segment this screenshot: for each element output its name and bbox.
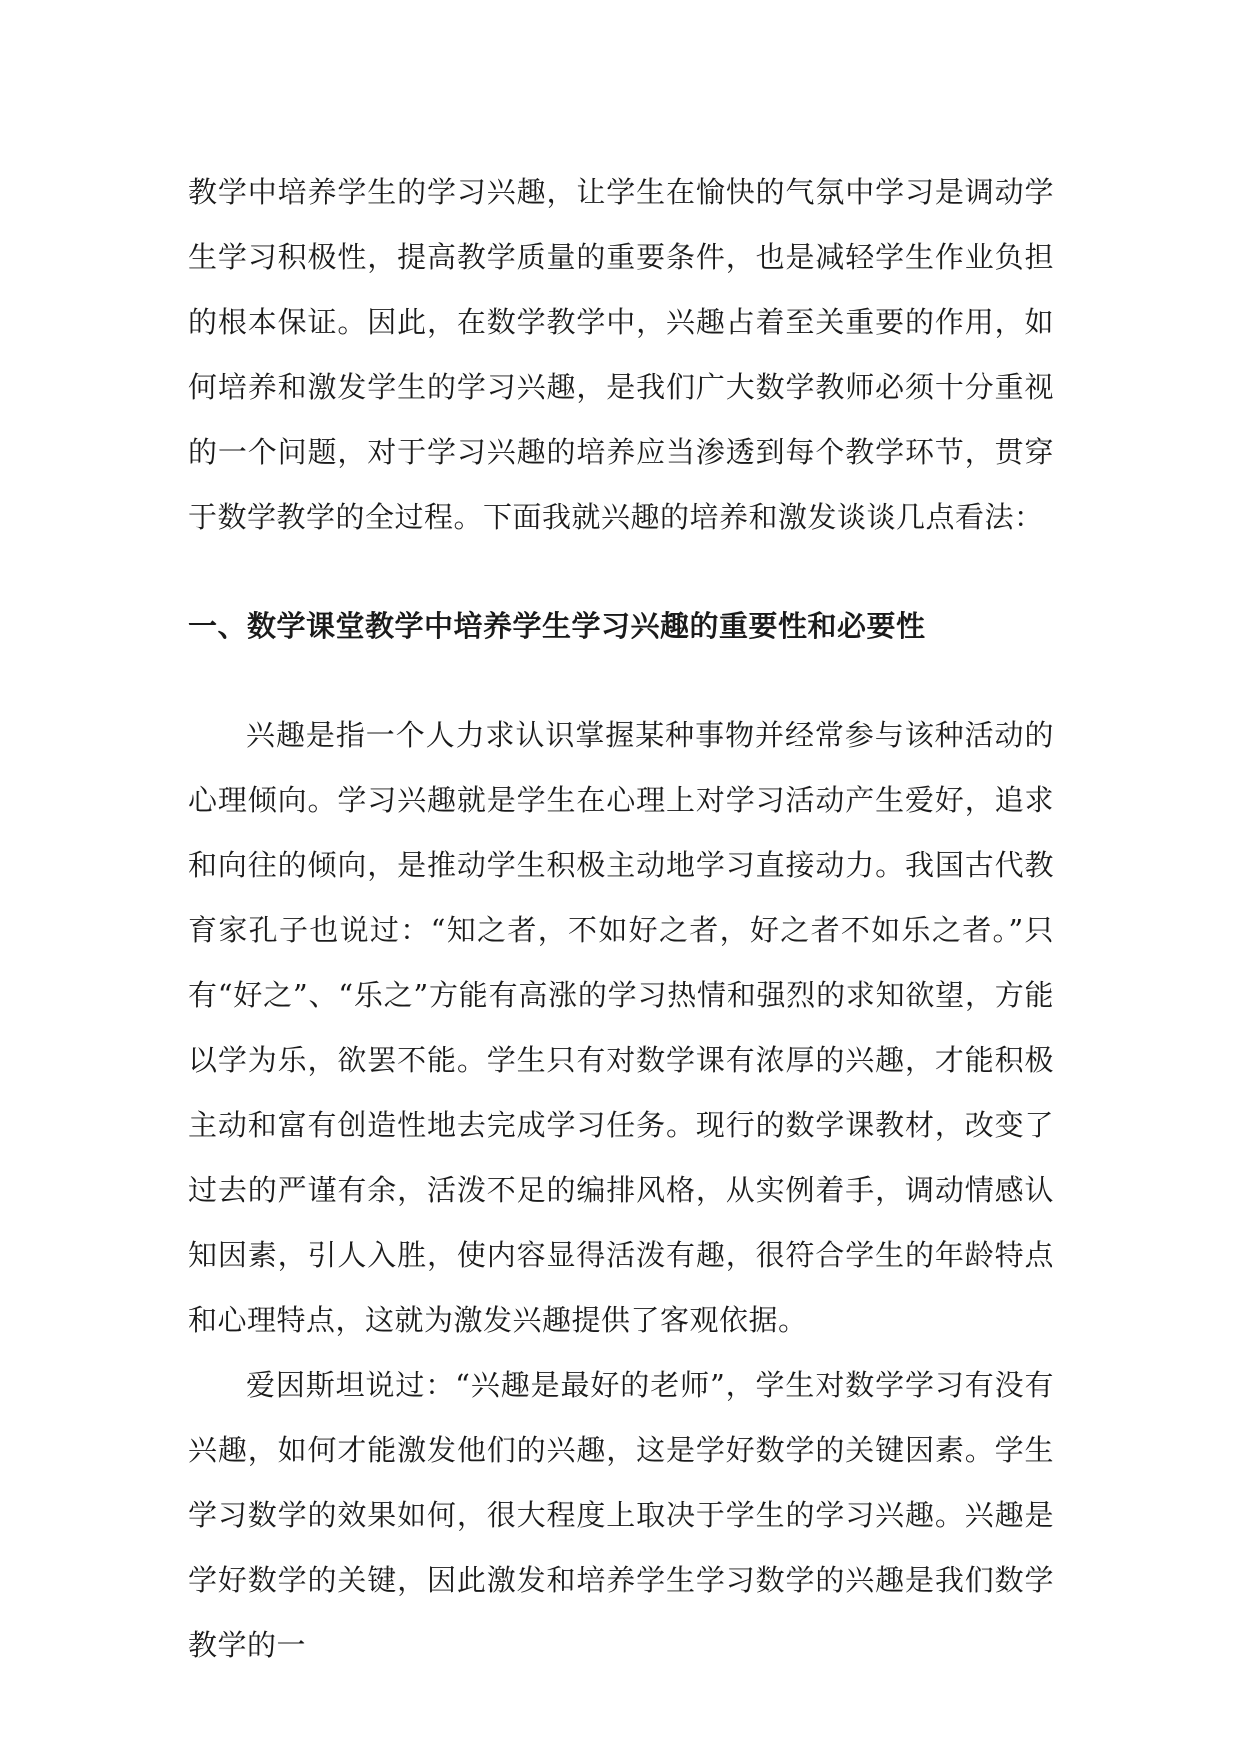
- section-paragraph-interest-definition: 兴趣是指一个人力求认识掌握某种事物并经常参与该种活动的心理倾向。学习兴趣就是学生在心理上对学习活动产生爱好，追求和向往的倾向，是推动学生积极主动地学习直接动力。我国古代教育家孔子也说过：“知之者，不如好之者，好之者不如乐之者。”只有“好之”、“乐之”方能有高涨的学习热情和强烈的求知欲望，方能以学为乐，欲罢不能。学生只有对数学课有浓厚的兴趣，才能积极主动和富有创造性地去完成学习任务。现行的数学课教材，改变了过去的严谨有余，活泼不足的编排风格，从实例着手，调动情感认知因素，引人入胜，使内容显得活泼有趣，很符合学生的年龄特点和心理特点，这就为激发兴趣提供了客观依据。: [188, 718, 1054, 1337]
- section-heading: 一、数学课堂教学中培养学生学习兴趣的重要性和必要性: [188, 609, 926, 643]
- intro-paragraph: 教学中培养学生的学习兴趣，让学生在愉快的气氛中学习是调动学生学习积极性，提高教学质量的重要条件，也是减轻学生作业负担的根本保证。因此，在数学教学中，兴趣占着至关重要的作用，如何培养和激发学生的学习兴趣，是我们广大数学教师必须十分重视的一个问题，对于学习兴趣的培养应当渗透到每个教学环节，贯穿于数学教学的全过程。下面我就兴趣的培养和激发谈谈几点看法：: [188, 175, 1054, 534]
- section-paragraph-einstein-quote: 爱因斯坦说过：“兴趣是最好的老师”，学生对数学学习有没有兴趣，如何才能激发他们的兴趣，这是学好数学的关键因素。学生学习数学的效果如何，很大程度上取决于学生的学习兴趣。兴趣是学好数学的关键，因此激发和培养学生学习数学的兴趣是我们数学教学的一: [188, 1368, 1054, 1662]
- document-body: [188, 160, 1054, 1678]
